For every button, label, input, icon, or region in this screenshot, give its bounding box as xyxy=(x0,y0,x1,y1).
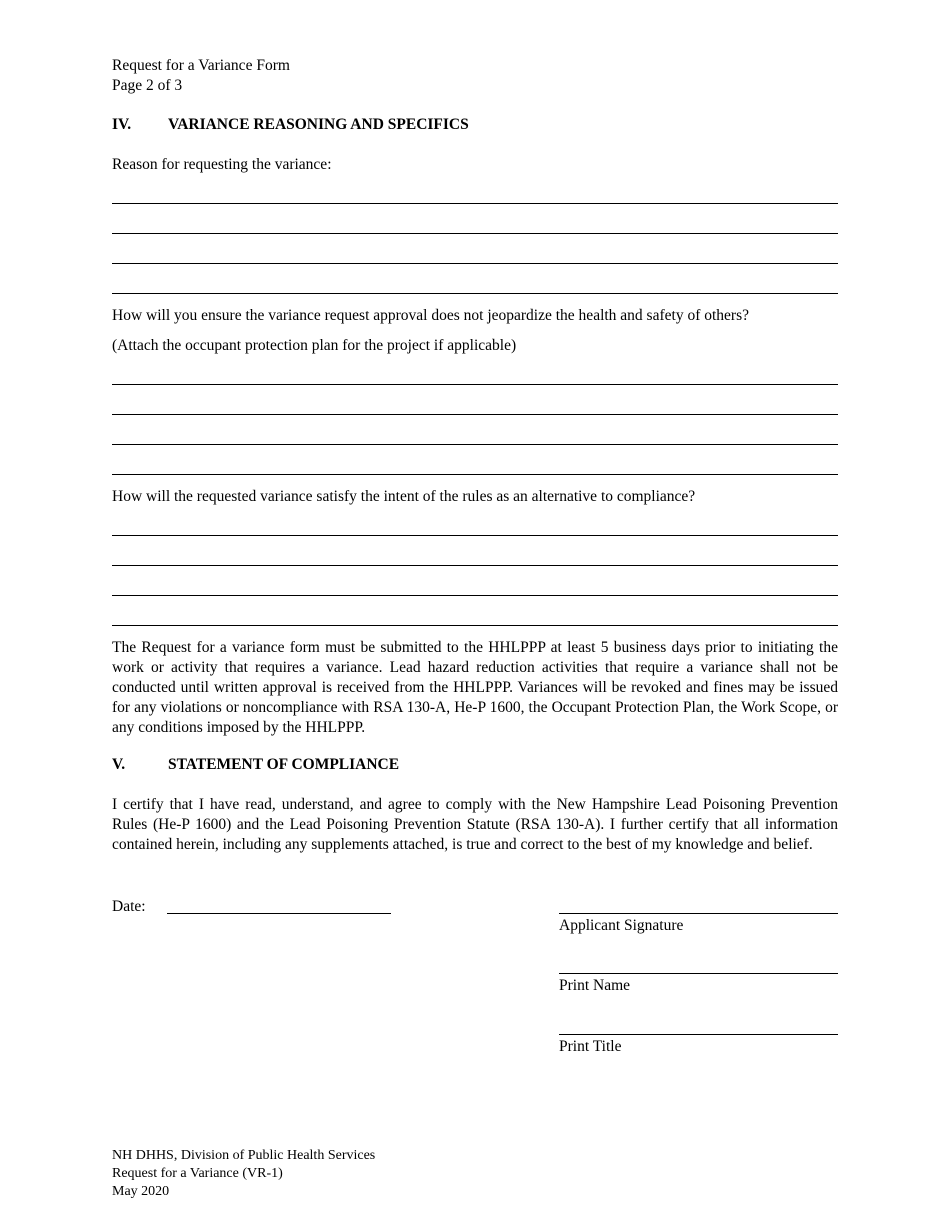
answer-line-safety-3[interactable] xyxy=(112,444,838,445)
footer-form-id: Request for a Variance (VR-1) xyxy=(112,1166,283,1181)
answer-line-safety-4[interactable] xyxy=(112,474,838,475)
section-iv-title: VARIANCE REASONING AND SPECIFICS xyxy=(168,116,469,133)
form-title: Request for a Variance Form xyxy=(112,57,290,74)
footer-date: May 2020 xyxy=(112,1184,170,1199)
answer-line-reason-4[interactable] xyxy=(112,293,838,294)
footer-agency: NH DHHS, Division of Public Health Services xyxy=(112,1148,376,1163)
print-title-line[interactable] xyxy=(559,1034,838,1035)
question-health-safety: How will you ensure the variance request approval does not jeopardize the health and safety of others? xyxy=(112,307,749,324)
section-v-number: V. xyxy=(112,756,126,773)
date-label: Date: xyxy=(112,898,146,915)
answer-line-intent-3[interactable] xyxy=(112,595,838,596)
print-name-label: Print Name xyxy=(559,977,631,994)
question-health-safety-note: (Attach the occupant protection plan for the project if applicable) xyxy=(112,337,517,354)
answer-line-safety-2[interactable] xyxy=(112,414,838,415)
answer-line-intent-2[interactable] xyxy=(112,565,838,566)
applicant-signature-line[interactable] xyxy=(559,913,838,914)
section-iv-heading xyxy=(112,115,469,135)
question-reason: Reason for requesting the variance: xyxy=(112,156,332,173)
section-iv-number: IV. xyxy=(112,116,132,133)
applicant-signature-label: Applicant Signature xyxy=(559,917,684,934)
submission-notice: The Request for a variance form must be submitted to the HHLPPP at least 5 business days prior to initiating the work or activity that requires a variance. Lead hazard reduction activities that require a variance shall not be conducted until written approval is received from the HHLPPP. Variances will be revoked and fines may be issued for any violations or noncompliance with RSA 130-A, He-P 1600, the Occupant Protection Plan, the Work Scope, or any conditions imposed by the HHLPPP. xyxy=(112,639,838,736)
answer-line-reason-1[interactable] xyxy=(112,203,838,204)
answer-line-reason-3[interactable] xyxy=(112,263,838,264)
answer-line-intent-1[interactable] xyxy=(112,535,838,536)
question-intent: How will the requested variance satisfy the intent of the rules as an alternative to compliance? xyxy=(112,488,696,505)
answer-line-safety-1[interactable] xyxy=(112,384,838,385)
print-title-label: Print Title xyxy=(559,1038,622,1055)
section-v-heading xyxy=(112,755,399,775)
compliance-statement: I certify that I have read, understand, and agree to comply with the New Hampshire Lead Poisoning Prevention Rules (He-P 1600) and the Lead Poisoning Prevention Statute (RSA 130-A). I further certify that all information contained herein, including any supplements attached, is true and correct to the best of my knowledge and belief. xyxy=(112,796,838,853)
print-name-line[interactable] xyxy=(559,973,838,974)
page-number: Page 2 of 3 xyxy=(112,77,183,94)
date-field-line[interactable] xyxy=(167,913,391,914)
answer-line-intent-4[interactable] xyxy=(112,625,838,626)
section-v-title: STATEMENT OF COMPLIANCE xyxy=(168,756,400,773)
answer-line-reason-2[interactable] xyxy=(112,233,838,234)
